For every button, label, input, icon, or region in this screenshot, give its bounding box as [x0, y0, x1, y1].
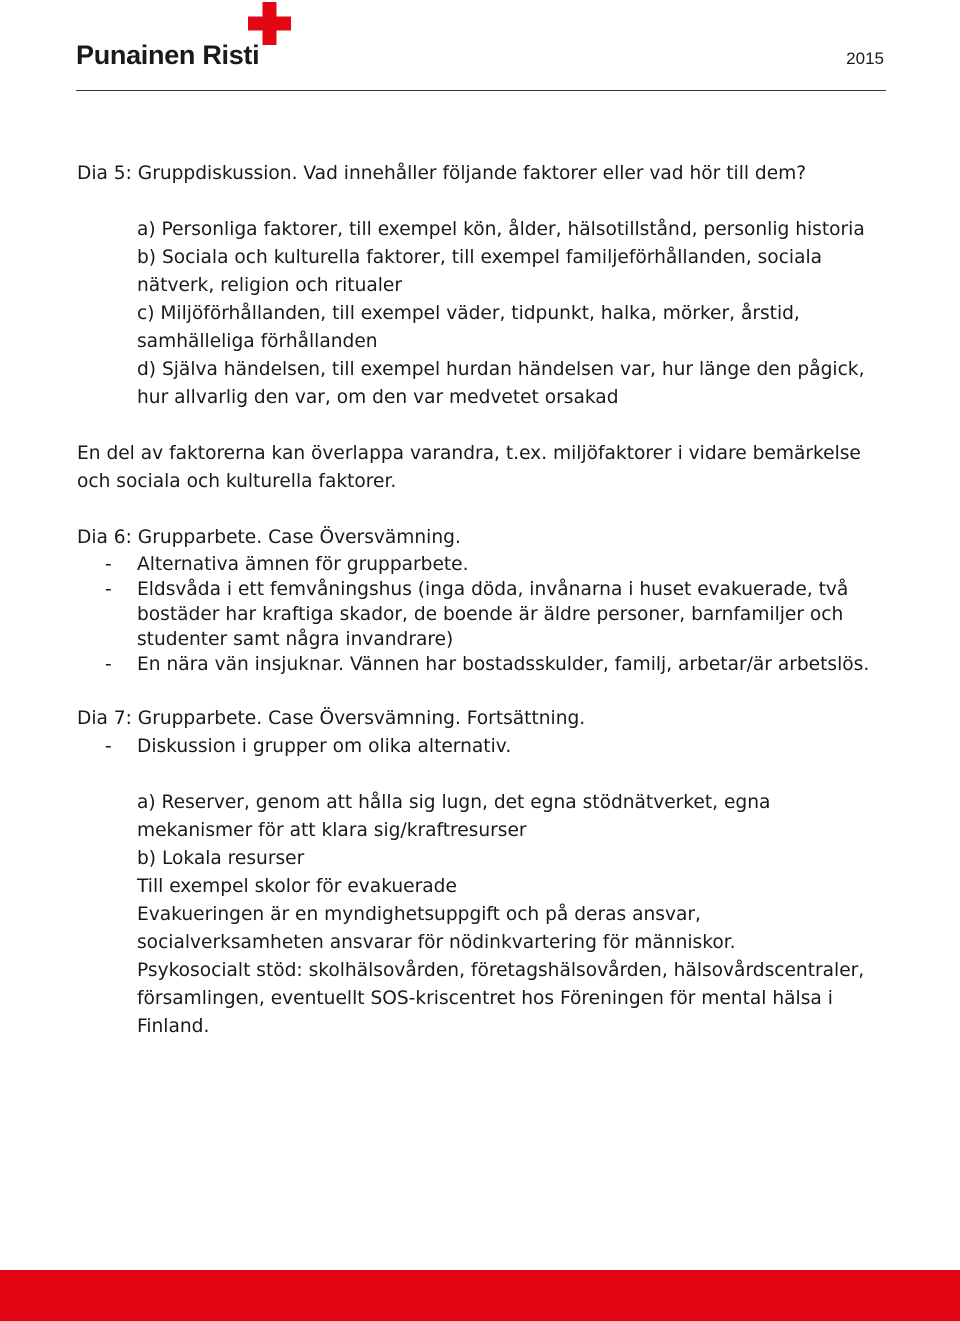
- dia7-resource-list: [77, 789, 887, 1041]
- dash-marker: -: [105, 654, 112, 675]
- header-divider: [76, 90, 886, 91]
- document-body: [77, 160, 887, 1041]
- list-item-text: Eldsvåda i ett femvåningshus (inga döda, invånarna i huset evakuerade, två bostäder har kraftiga skador, de boende är äldre personer, barnfamiljer och studenter samt några invandrare): [137, 579, 849, 650]
- dia5-factor-list: [77, 216, 887, 412]
- dia5-note: En del av faktorerna kan överlappa varandra, t.ex. miljöfaktorer i vidare bemärkelse och sociala och kulturella faktorer.: [77, 443, 861, 492]
- factor-item: b) Sociala och kulturella faktorer, till exempel familjeförhållanden, sociala nätverk, religion och ritualer: [137, 247, 823, 296]
- page-header: [0, 0, 960, 100]
- footer-brand-bar: [0, 1270, 960, 1321]
- dash-marker: -: [105, 579, 112, 600]
- red-cross-icon: [248, 2, 291, 45]
- list-item: [77, 577, 887, 652]
- dash-marker: -: [105, 736, 112, 757]
- resource-line: Till exempel skolor för evakuerade: [137, 876, 457, 897]
- list-item: [77, 733, 887, 761]
- factor-item: c) Miljöförhållanden, till exempel väder, tidpunkt, halka, mörker, årstid, samhälleliga förhållanden: [137, 303, 800, 352]
- list-item: [77, 652, 887, 677]
- factor-item: a) Personliga faktorer, till exempel kön, ålder, hälsotillstånd, personlig historia: [137, 219, 865, 240]
- dia6-heading: Dia 6: Grupparbete. Case Översvämning.: [77, 527, 461, 548]
- resource-line: b) Lokala resurser: [137, 848, 305, 869]
- list-item-text: En nära vän insjuknar. Vännen har bostadsskulder, familj, arbetar/är arbetslös.: [137, 654, 870, 675]
- list-item-text: Diskussion i grupper om olika alternativ.: [137, 736, 512, 757]
- document-year: 2015: [846, 49, 884, 68]
- dash-marker: -: [105, 554, 112, 575]
- factor-item: d) Själva händelsen, till exempel hurdan händelsen var, hur länge den pågick, hur allvarlig den var, om den var medvetet orsakad: [137, 359, 865, 408]
- logo-wordmark: Punainen Risti: [76, 40, 260, 70]
- resource-line: Psykosocialt stöd: skolhälsovården, företagshälsovården, hälsovårdscentraler, församlingen, eventuellt SOS-kriscentret hos Föreningen för mental hälsa i Finland.: [137, 960, 865, 1037]
- resource-line: a) Reserver, genom att hålla sig lugn, det egna stödnätverket, egna mekanismer för att klara sig/kraftresurser: [137, 792, 771, 841]
- dia7-heading: Dia 7: Grupparbete. Case Översvämning. Fortsättning.: [77, 708, 586, 729]
- list-item: [77, 552, 887, 577]
- resource-line: Evakueringen är en myndighetsuppgift och på deras ansvar, socialverksamheten ansvarar för nödinkvartering för människor.: [137, 904, 736, 953]
- dia5-heading: Dia 5: Gruppdiskussion. Vad innehåller följande faktorer eller vad hör till dem?: [77, 163, 807, 184]
- list-item-text: Alternativa ämnen för grupparbete.: [137, 554, 469, 575]
- dia6-bullet-list: [77, 552, 887, 677]
